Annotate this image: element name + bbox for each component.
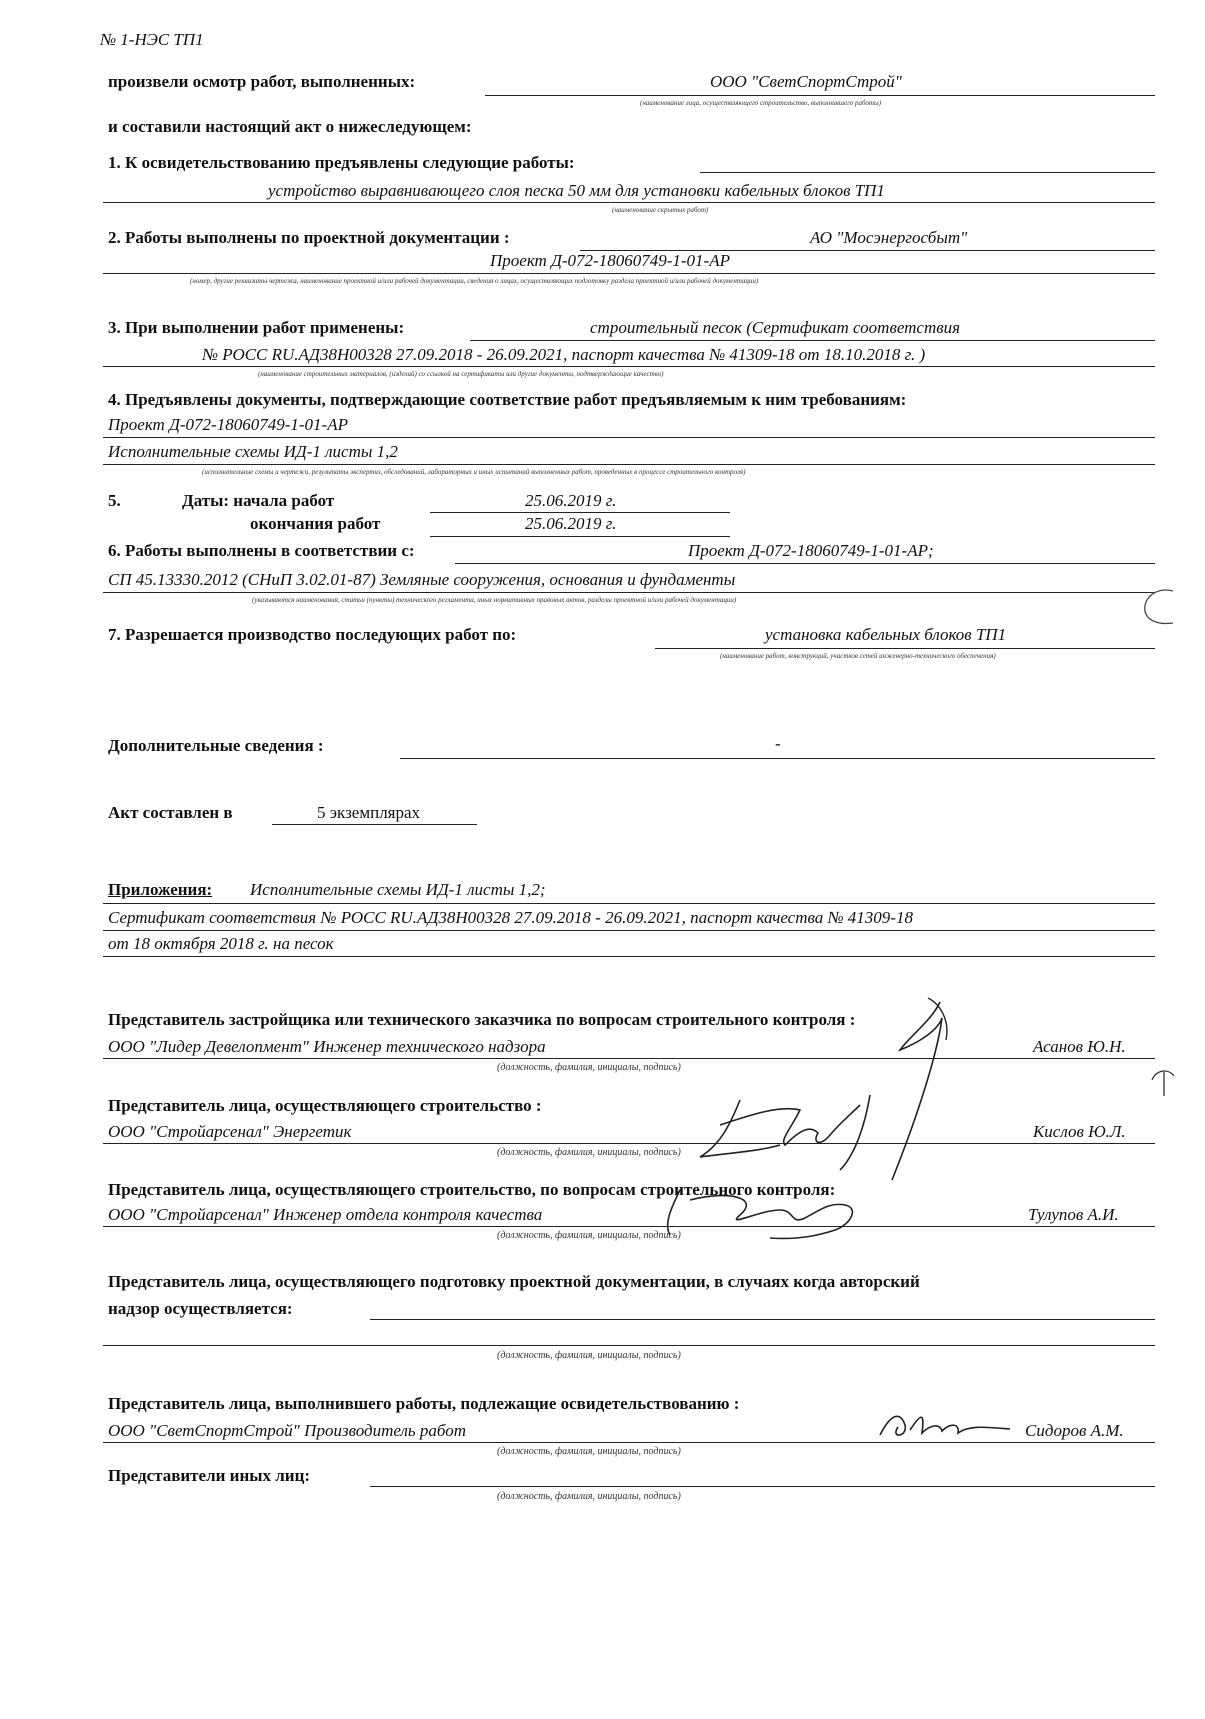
item7-caption: (наименование работ, конструкций, участков сетей инженерно-технического обеспечения): [720, 652, 996, 660]
item4-underline2: [103, 464, 1155, 465]
item3-value1: строительный песок (Сертификат соответствия: [590, 318, 961, 337]
rep5-caption: (должность, фамилия, инициалы, подпись): [497, 1446, 681, 1457]
appendix-line1: Исполнительные схемы ИД-1 листы 1,2;: [250, 880, 546, 899]
item5-start-underline: [430, 512, 730, 513]
additional-underline: [400, 758, 1155, 759]
item5-start-label: Даты: начала работ: [182, 491, 335, 510]
item7-underline: [655, 648, 1155, 649]
item1-caption: (наименование скрытых работ): [612, 206, 709, 214]
item4-value1: Проект Д-072-18060749-1-01-АР: [108, 415, 348, 434]
appendix-line2: Сертификат соответствия № РОСС RU.АД38Н00328 27.09.2018 - 26.09.2021, паспорт качества № 41309-18: [108, 908, 913, 927]
item1-underline-top: [700, 172, 1155, 173]
item5-number: 5.: [108, 491, 121, 510]
rep2-caption: (должность, фамилия, инициалы, подпись): [497, 1147, 681, 1158]
item6-caption: (указываются наименования, статьи (пункты) технического регламента, иных нормативных правовых актов, разделы проектной и/или рабочей документации): [252, 596, 737, 604]
item5-end-label: окончания работ: [250, 514, 381, 533]
rep6-underline: [370, 1486, 1155, 1487]
item5-start-value: 25.06.2019 г.: [525, 491, 617, 510]
rep1-margin-mark: [1148, 1060, 1178, 1100]
item2-value1: АО "Мосэнергосбыт": [810, 228, 968, 247]
rep2-position: ООО "Стройарсенал" Энергетик: [108, 1122, 352, 1141]
item1-value: устройство выравнивающего слоя песка 50 мм для установки кабельных блоков ТП1: [268, 181, 885, 200]
rep2-title: Представитель лица, осуществляющего строительство :: [108, 1096, 542, 1115]
appendix-label: Приложения:: [108, 880, 213, 899]
item7-value: установка кабельных блоков ТП1: [765, 625, 1007, 644]
doc-number: № 1-НЭС ТП1: [100, 30, 204, 49]
copies-underline: [272, 824, 477, 825]
appendix-line3: от 18 октября 2018 г. на песок: [108, 934, 334, 953]
inspection-underline: [485, 95, 1155, 96]
item3-label: 3. При выполнении работ применены:: [108, 318, 405, 337]
appendix-underline1: [103, 903, 1155, 904]
rep3-caption: (должность, фамилия, инициалы, подпись): [497, 1230, 681, 1241]
item1-underline: [103, 202, 1155, 203]
item6-underline: [103, 592, 1155, 593]
item2-underline: [103, 273, 1155, 274]
item6-underline-top: [455, 563, 1155, 564]
copies-label: Акт составлен в: [108, 803, 233, 822]
copies-value: 5 экземплярах: [317, 803, 421, 822]
rep4-underline: [103, 1345, 1155, 1346]
item3-caption: (наименование строительных материалов, (изделий) со ссылкой на сертификаты или другие документы, подтверждающие качество): [258, 370, 664, 378]
appendix-underline2: [103, 930, 1155, 931]
inspection-caption: (наименование лица, осуществляющего строительство, выполнившего работы): [640, 99, 882, 107]
rep3-position: ООО "Стройарсенал" Инженер отдела контроля качества: [108, 1205, 543, 1224]
rep5-name: Сидоров А.М.: [1025, 1421, 1124, 1440]
inspection-label: произвели осмотр работ, выполненных:: [108, 72, 416, 91]
rep3-title: Представитель лица, осуществляющего строительство, по вопросам строительного контроля:: [108, 1180, 836, 1199]
rep4-underline-top: [370, 1319, 1155, 1320]
rep1-caption: (должность, фамилия, инициалы, подпись): [497, 1062, 681, 1073]
item4-label: 4. Предъявлены документы, подтверждающие соответствие работ предъявляемым к ним требованиям:: [108, 390, 907, 409]
rep2-signature: [690, 1085, 900, 1175]
item3-underline: [103, 366, 1155, 367]
rep1-underline: [103, 1058, 1155, 1059]
item1-label: 1. К освидетельствованию предъявлены следующие работы:: [108, 153, 575, 172]
act-intro: и составили настоящий акт о нижеследующем:: [108, 117, 472, 136]
rep5-position: ООО "СветСпортСтрой" Производитель работ: [108, 1421, 467, 1440]
rep4-title2: надзор осуществляется:: [108, 1299, 293, 1318]
item6-label: 6. Работы выполнены в соответствии с:: [108, 541, 415, 560]
additional-label: Дополнительные сведения :: [108, 736, 324, 755]
item5-end-underline: [430, 536, 730, 537]
rep4-title1: Представитель лица, осуществляющего подготовку проектной документации, в случаях когда авторский: [108, 1272, 920, 1291]
item4-caption: (исполнительные схемы и чертежи, результаты экспертиз, обследований, лабораторных и иных испытаний выполненных работ, проведенных в процессе строительного контроля): [202, 468, 746, 476]
additional-value: -: [775, 734, 781, 753]
item6-value2: СП 45.13330.2012 (СНиП 3.02.01-87) Земляные сооружения, основания и фундаменты: [108, 570, 736, 589]
item2-caption: (номер, другие реквизиты чертежа, наименование проектной и/или рабочей документации, сведения о лицах, осуществляющих подготовку раздела проектной и/или рабочей документации): [190, 277, 759, 285]
rep3-signature: [650, 1180, 870, 1250]
item2-label: 2. Работы выполнены по проектной документации :: [108, 228, 510, 247]
rep1-name: Асанов Ю.Н.: [1033, 1037, 1126, 1056]
item7-label: 7. Разрешается производство последующих работ по:: [108, 625, 517, 644]
rep1-position: ООО "Лидер Девелопмент" Инженер технического надзора: [108, 1037, 546, 1056]
item4-value2: Исполнительные схемы ИД-1 листы 1,2: [108, 442, 398, 461]
stamp-edge-mark: [1135, 585, 1180, 630]
rep1-title: Представитель застройщика или технического заказчика по вопросам строительного контроля :: [108, 1010, 856, 1029]
rep5-title: Представитель лица, выполнившего работы, подлежащие освидетельствованию :: [108, 1394, 740, 1413]
item3-value2: № РОСС RU.АД38Н00328 27.09.2018 - 26.09.2021, паспорт качества № 41309-18 от 18.10.2018 г. ): [202, 345, 926, 364]
item6-value1: Проект Д-072-18060749-1-01-АР;: [688, 541, 934, 560]
rep3-underline: [103, 1226, 1155, 1227]
rep2-name: Кислов Ю.Л.: [1033, 1122, 1126, 1141]
rep4-caption: (должность, фамилия, инициалы, подпись): [497, 1350, 681, 1361]
item3-underline-top: [470, 340, 1155, 341]
item5-end-value: 25.06.2019 г.: [525, 514, 617, 533]
rep2-underline: [103, 1143, 1155, 1144]
item4-underline1: [103, 437, 1155, 438]
rep5-signature: [870, 1405, 1020, 1445]
rep6-caption: (должность, фамилия, инициалы, подпись): [497, 1491, 681, 1502]
appendix-underline3: [103, 956, 1155, 957]
rep6-title: Представители иных лиц:: [108, 1466, 311, 1485]
item2-value2: Проект Д-072-18060749-1-01-АР: [490, 251, 730, 270]
inspection-value: ООО "СветСпортСтрой": [710, 72, 902, 91]
rep3-name: Тулупов А.И.: [1028, 1205, 1119, 1224]
